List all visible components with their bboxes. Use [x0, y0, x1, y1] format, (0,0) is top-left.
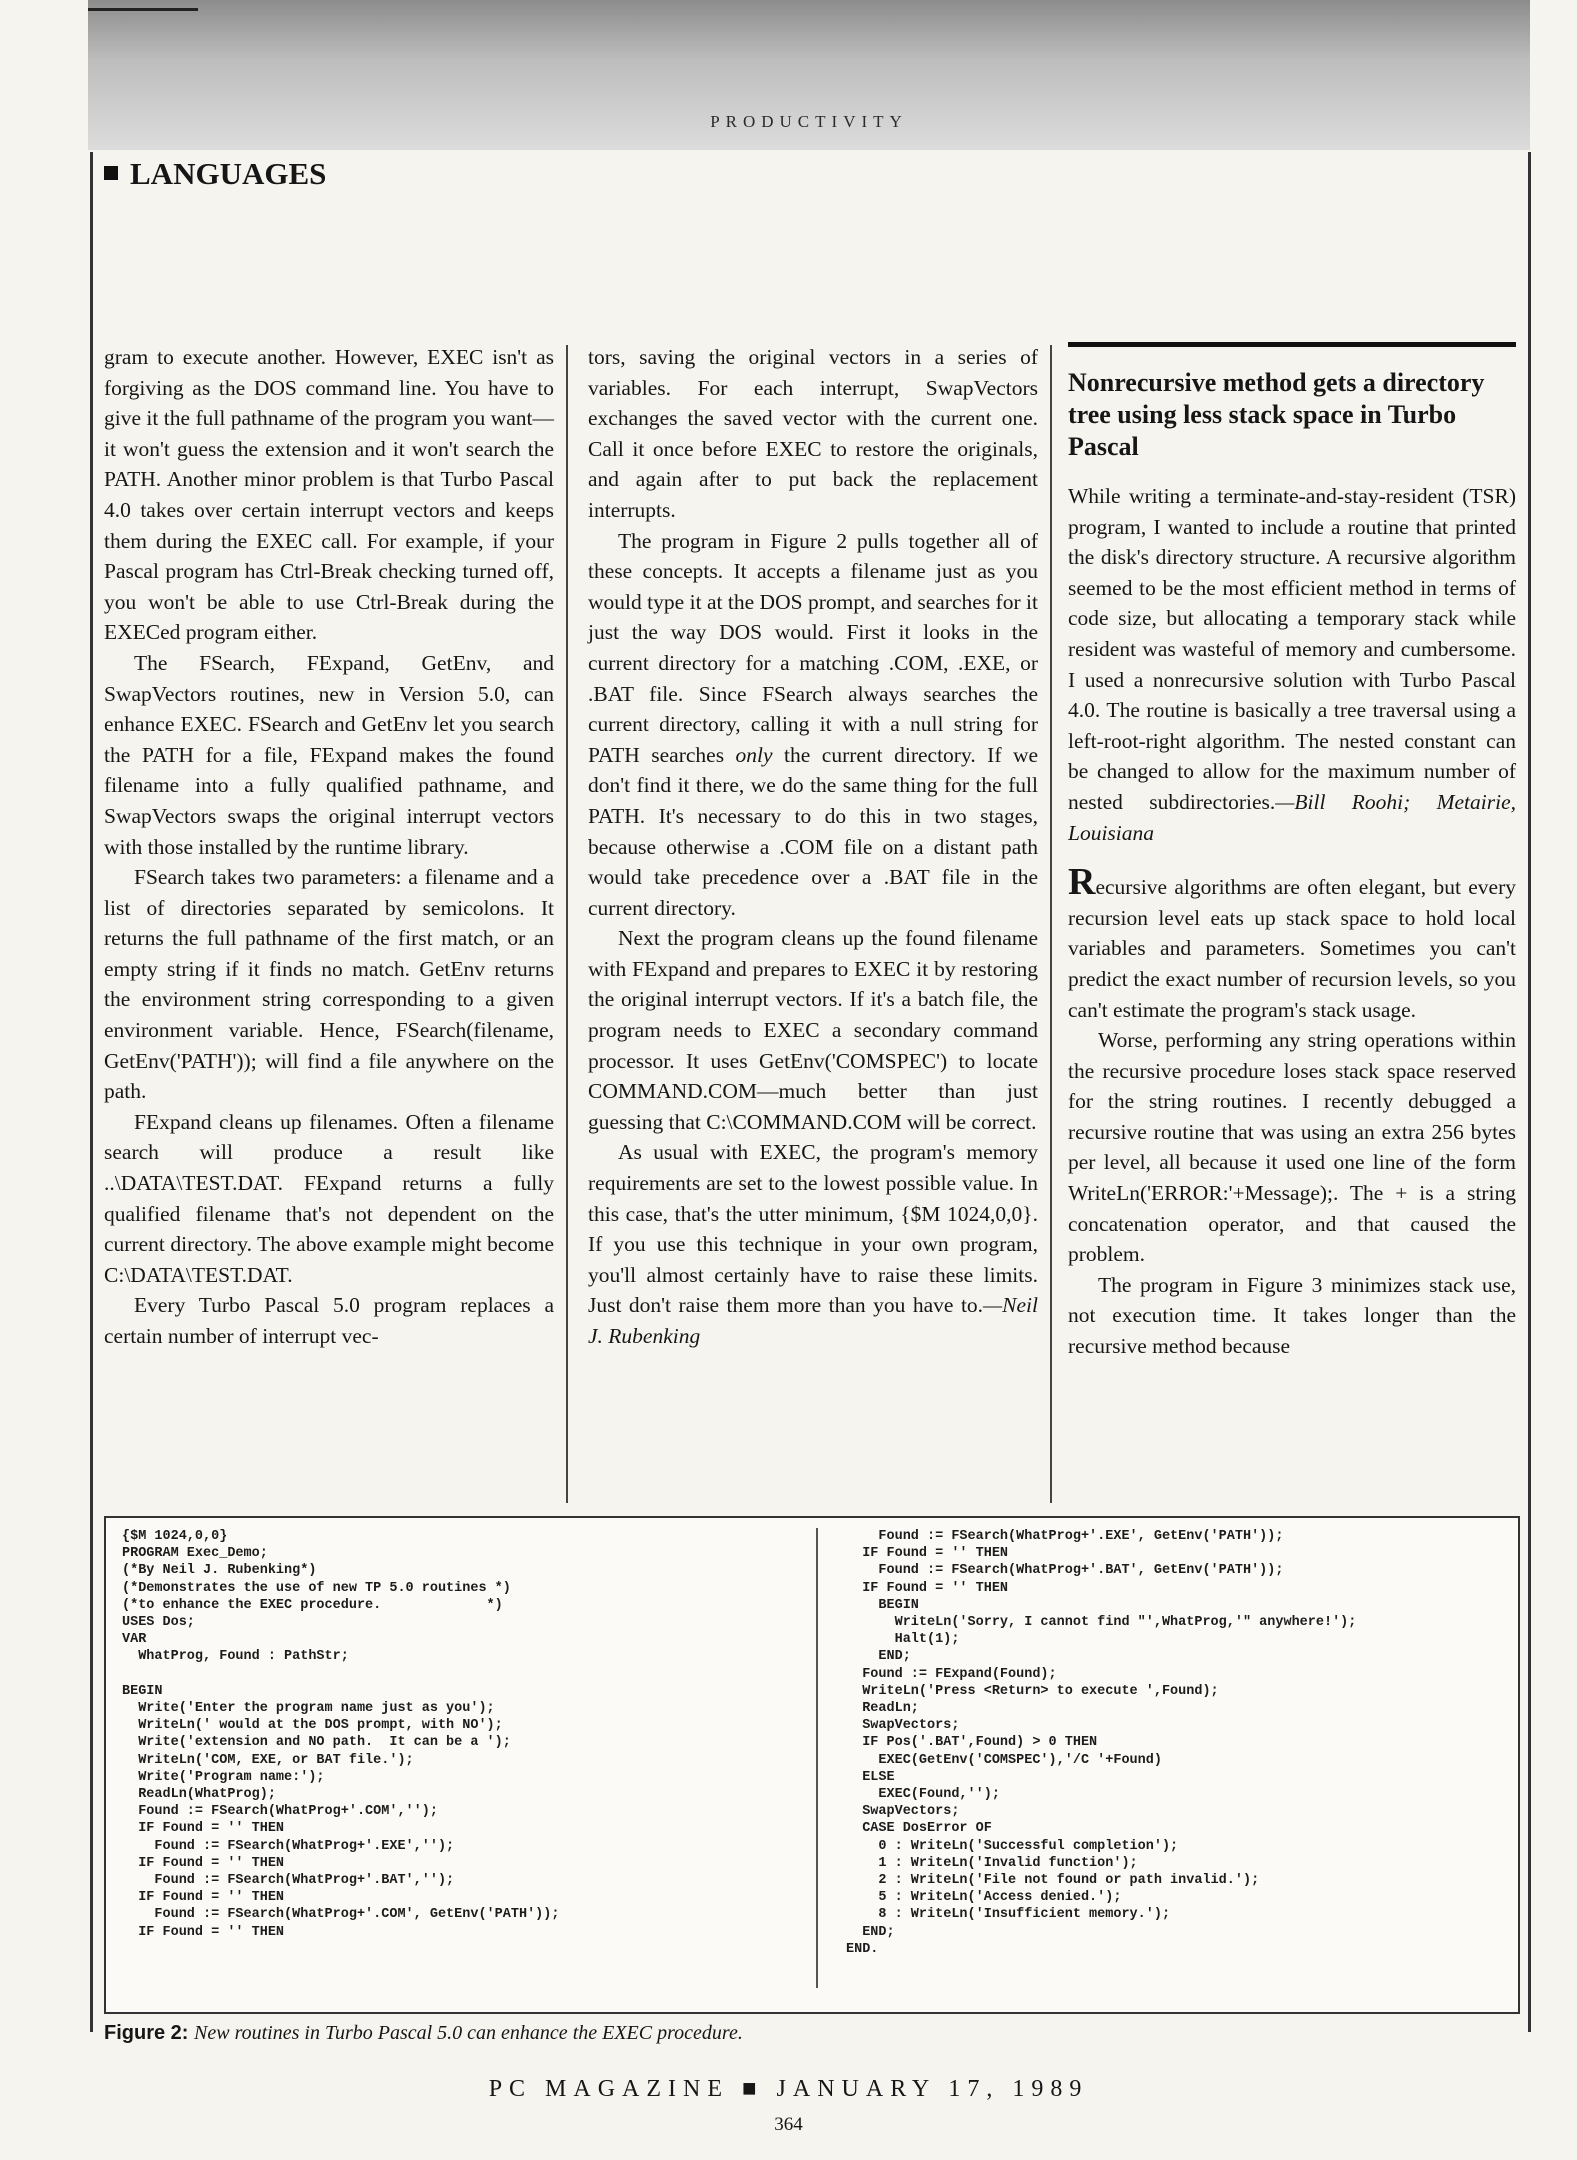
- section-label: PRODUCTIVITY: [710, 112, 908, 131]
- emphasis: only: [735, 742, 773, 767]
- paragraph: gram to execute another. However, EXEC isn't as forgiving as the DOS command line. You have to give it the full pathname of the program you want—it won't guess the extension and it won't search the PATH. Another minor problem is that Turbo Pascal 4.0 takes over certain interrupt vectors and keeps them during the EXEC call. For example, if your Pascal program has Ctrl-Break checking turned off, you won't be able to use Ctrl-Break during the EXECed program either.: [104, 345, 554, 645]
- article-column-1: [104, 342, 554, 1352]
- sidebar-lead: [1068, 481, 1516, 848]
- column-rule: [566, 345, 568, 1503]
- article-column-2: [588, 342, 1038, 1352]
- paragraph: Next the program cleans up the found filename with FExpand and prepares to EXEC it by restoring the original interrupt vectors. If it's a batch file, the program needs to EXEC a secondary command processor. It uses GetEnv('COMSPEC') to locate COMMAND.COM—much better than just guessing that C:\COMMAND.COM will be correct.: [588, 926, 1038, 1134]
- paragraph-text: The program in Figure 2 pulls together all of these concepts. It accepts a filename just as you would type it at the DOS prompt, and searches for it just the way DOS would. First it looks in the current directory for a matching .COM, .EXE, or .BAT file. Since FSearch always searches the current directory, calling it with a null string for PATH searches: [588, 528, 1038, 767]
- paragraph: Worse, performing any string operations within the recursive procedure loses stack space reserved for the string routines. I recently debugged a recursive routine that was using an extra 256 bytes per level, all because it used one line of the form WriteLn('ERROR:'+Message);. The + is a string concatenation operator, and that caused the problem.: [1068, 1028, 1516, 1267]
- paragraph: [588, 1137, 1038, 1351]
- code-listing-left: {$M 1024,0,0} PROGRAM Exec_Demo; (*By Neil J. Rubenking*) (*Demonstrates the use of new TP 5.0 routines *) (*to enhance the EXEC procedure. *) USES Dos; VAR WhatProg, Found : PathStr; BEGIN Write('Enter the program name just as you'); WriteLn(' would at the DOS prompt, with NO'); Write('extension and NO path. It can be a '); WriteLn('COM, EXE, or BAT file.'); Write('Program name:'); ReadLn(WhatProg); Found := FSearch(WhatProg+'.COM',''); IF Found = '' THEN Found := FSearch(WhatProg+'.EXE',''); IF Found = '' THEN Found := FSearch(WhatProg+'.BAT',''); IF Found = '' THEN Found := FSearch(WhatProg+'.COM', GetEnv('PATH')); IF Found = '' THEN: [122, 1529, 560, 1940]
- tip-sidebar: [1068, 342, 1516, 1362]
- page-frame-right: [1528, 152, 1531, 2032]
- department-title: [104, 156, 326, 192]
- sidebar-lead-text: While writing a terminate-and-stay-resident (TSR) program, I wanted to include a routine that printed the disk's directory structure. A recursive algorithm seemed to be the most efficient method in terms of code size, but allocating a temporary stack while resident was wasteful of memory and cumbersome. I used a nonrecursive solution with Turbo Pascal 4.0. The routine is basically a tree traversal using a left-root-right algorithm. The nested constant can be changed to allow for the maximum number of nested subdirectories.: [1068, 484, 1516, 814]
- department-label: LANGUAGES: [130, 156, 327, 191]
- figure-caption: [104, 2022, 743, 2045]
- author-byline: —Neil J. Rubenking: [588, 1293, 1038, 1348]
- code-divider: [816, 1528, 818, 1988]
- sidebar-body: [1068, 861, 1516, 1362]
- paragraph-text: the current directory. If we don't find it there, we do the same thing for the full PATH. It's necessary to do this in two stages, because otherwise a .COM file on a distant path would take precedence over a .BAT file in the current directory.: [588, 742, 1039, 920]
- page-frame-left: [90, 152, 93, 2032]
- code-listing-box: [104, 1516, 1520, 2014]
- paragraph-text: ecursive algorithms are often elegant, but every recursion level eats up stack space to hold local variables and parameters. Sometimes you can't predict the exact number of recursion levels, so you can't estimate the program's stack usage.: [1068, 875, 1516, 1022]
- sidebar-title: Nonrecursive method gets a directory tree using less stack space in Turbo Pascal: [1068, 368, 1485, 461]
- paragraph: FExpand cleans up filenames. Often a filename search will produce a result like ..\DATA\TEST.DAT. FExpand returns a fully qualified filename that's not dependent on the current directory. The above example might become C:\DATA\TEST.DAT.: [104, 1109, 554, 1287]
- sidebar-byline: —Bill Roohi; Metairie, Louisiana: [1068, 789, 1517, 845]
- header-rule: [88, 8, 198, 11]
- paragraph: FSearch takes two parameters: a filename and a list of directories separated by semicolons. It returns the full pathname of the first match, or an empty string if it finds no match. GetEnv returns the environment string corresponding to a given environment variable. Hence, FSearch(filename, GetEnv('PATH')); will find a file anywhere on the path.: [104, 865, 554, 1104]
- code-listing-right: Found := FSearch(WhatProg+'.EXE', GetEnv('PATH')); IF Found = '' THEN Found := FSearch(WhatProg+'.BAT', GetEnv('PATH')); IF Found = '' THEN BEGIN WriteLn('Sorry, I cannot find "',WhatProg,'" anywhere!'); Halt(1); END; Found := FExpand(Found); WriteLn('Press <Return> to execute ',Found); ReadLn; SwapVectors; IF Pos('.BAT',Found) > 0 THEN EXEC(GetEnv('COMSPEC'),'/C '+Found) ELSE EXEC(Found,''); SwapVectors; CASE DosError OF 0 : WriteLn('Successful completion'); 1 : WriteLn('Invalid function'); 2 : WriteLn('File not found or path invalid.'); 5 : WriteLn('Access denied.'); 8 : WriteLn('Insufficient memory.'); END; END.: [846, 1529, 1357, 1957]
- paragraph: Every Turbo Pascal 5.0 program replaces a certain number of interrupt vec-: [104, 1293, 554, 1348]
- drop-cap: R: [1068, 861, 1096, 904]
- paragraph: [588, 526, 1038, 924]
- paragraph-text: As usual with EXEC, the program's memory requirements are set to the lowest possible value. In this case, that's the utter minimum, {$M 1024,0,0}. If you use this technique in your own program, you'll almost certainly have to raise these limits. Just don't raise them more than you have to.: [588, 1140, 1038, 1318]
- page-number: 364: [774, 2114, 803, 2135]
- paragraph: [1068, 861, 1516, 1025]
- figure-caption-text: New routines in Turbo Pascal 5.0 can enhance the EXEC procedure.: [194, 2022, 743, 2044]
- paragraph: The program in Figure 3 minimizes stack use, not execution time. It takes longer than the recursive method because: [1068, 1272, 1516, 1359]
- figure-label: Figure 2:: [104, 2022, 189, 2044]
- paragraph: tors, saving the original vectors in a series of variables. For each interrupt, SwapVectors exchanges the saved vector with the current one. Call it once before EXEC to restore the originals, and again after to put back the replacement interrupts.: [588, 345, 1038, 522]
- page-footer: PC MAGAZINE ■ JANUARY 17, 1989: [488, 2076, 1089, 2102]
- bullet-square-icon: [104, 166, 118, 180]
- sidebar-rule: [1068, 342, 1516, 347]
- paragraph: The FSearch, FExpand, GetEnv, and SwapVectors routines, new in Version 5.0, can enhance EXEC. FSearch and GetEnv let you search the PATH for a file, FExpand makes the found filename into a fully qualified pathname, and SwapVectors swaps the original interrupt vectors with those installed by the runtime library.: [104, 650, 554, 859]
- header-band: [88, 0, 1530, 150]
- column-rule: [1050, 345, 1052, 1503]
